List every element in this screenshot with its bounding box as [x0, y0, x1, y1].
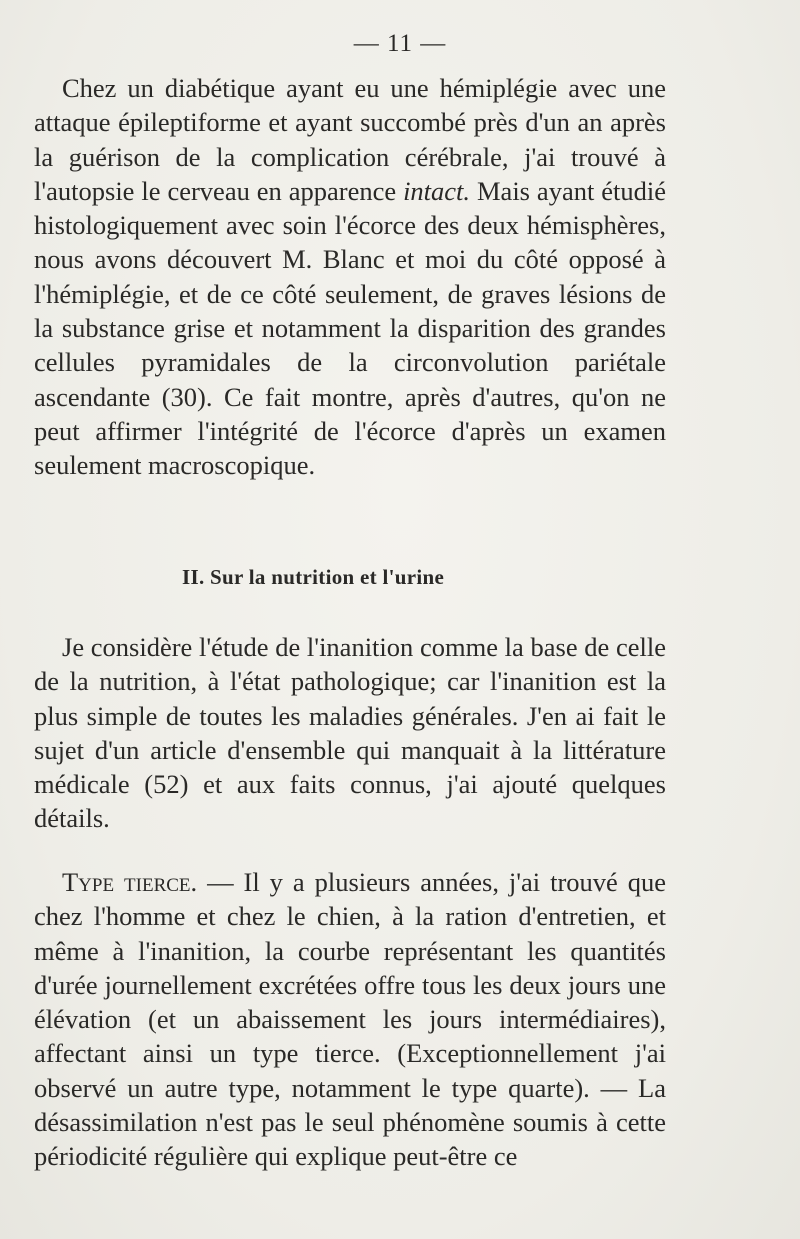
paragraph-diabetic-case [34, 71, 666, 483]
italic-word: intact. [403, 175, 471, 206]
paragraph-type-tierce [34, 865, 666, 1174]
section-heading: II. Sur la nutrition et l'urine [182, 565, 445, 589]
paragraph-text [34, 865, 666, 1174]
paragraph-text-end: Mais ayant étudié histologiquement avec soin l'écorce des deux hémisphères, nous avons découvert M. Blanc et moi du côté opposé à l'hémiplégie, et de ce côté seulement, de graves lésions de la substance grise et notamment la disparition des grandes cellules pyramidales de la circonvolution pariétale ascendante (30). Ce fait montre, après d'autres, qu'on ne peut affirmer l'intégrité de l'écorce d'après un examen seulement macroscopique. [34, 175, 667, 481]
paragraph-text [34, 71, 666, 483]
paragraph-body: — Il y a plusieurs années, j'ai trouvé que chez l'homme et chez le chien, à la ration d'entretien, et même à l'inanition, la courbe représentant les quantités d'urée journellement excrétées offre tous les deux jours une élévation (et un abaissement les jours intermédiaires), affectant ainsi un type tierce. (Exceptionnellement j'ai observé un autre type, notamment le type quarte). — La désassimilation n'est pas le seul phénomène soumis à cette périodicité régulière qui explique peut-être ce [34, 867, 666, 1172]
paragraph-text: Je considère l'étude de l'inanition comme la base de celle de la nutrition, à l'état pathologique; car l'inanition est la plus simple de toutes les maladies générales. J'en ai fait le sujet d'un article d'ensemble qui manquait à la littérature médicale (52) et aux faits connus, j'ai ajouté quelques détails. [34, 632, 666, 834]
paragraph-lead: Type tierce. [62, 867, 198, 897]
paragraph-inanition [34, 630, 666, 836]
page-number: — 11 — [353, 30, 447, 57]
paragraph-text-start: Chez un diabétique ayant eu une hémiplégie avec une attaque épileptiforme et ayant succombé près d'un an après la guérison de la complication cérébrale, j'ai trouvé à l'autopsie le cerveau en apparence [34, 73, 666, 206]
